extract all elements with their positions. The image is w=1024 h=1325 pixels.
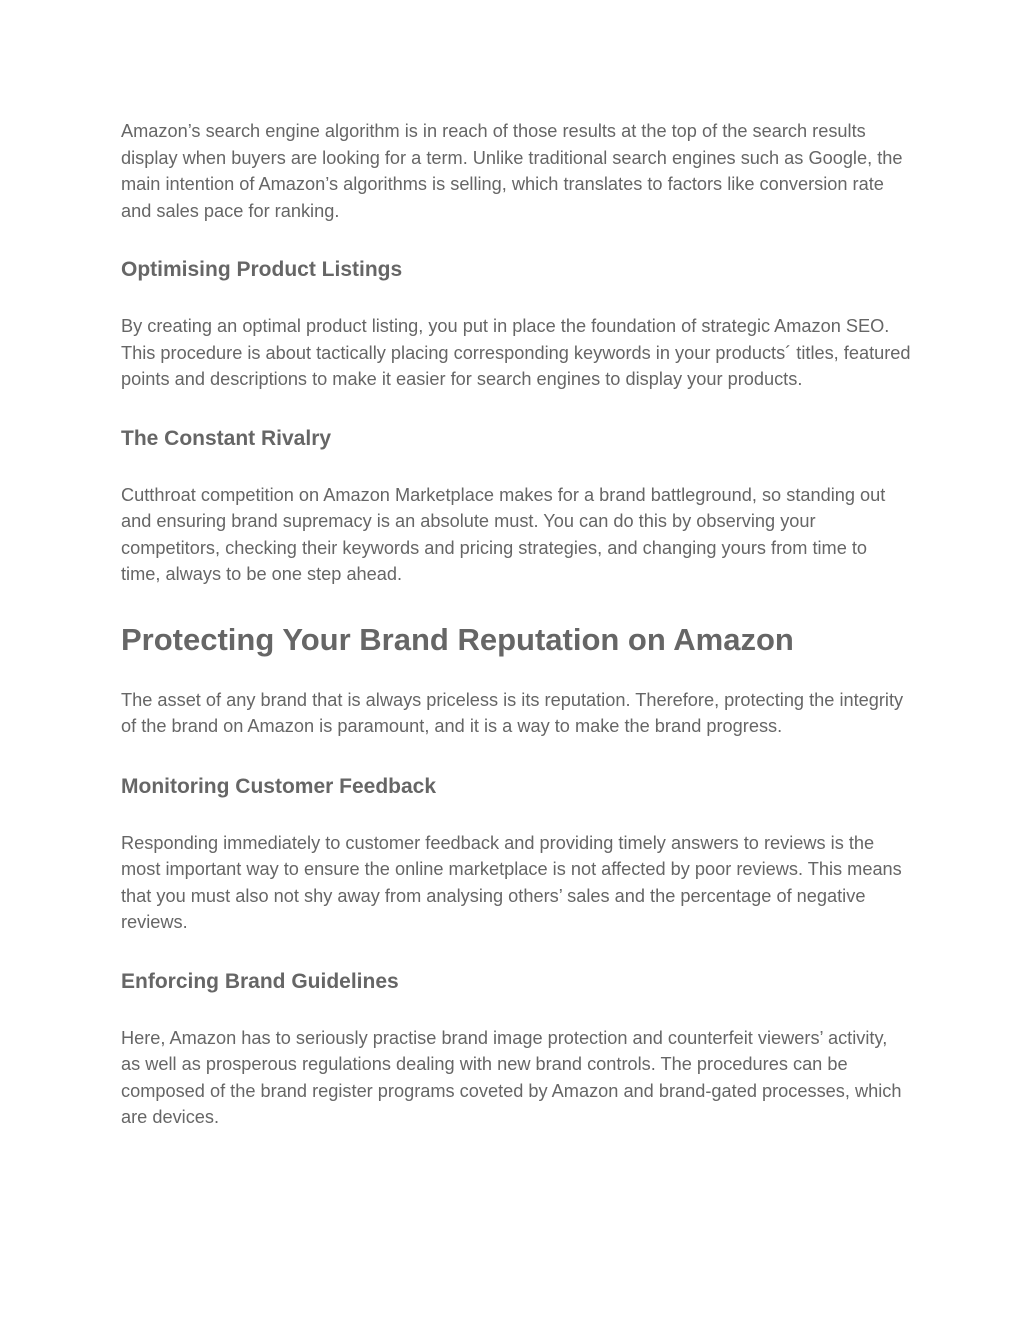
paragraph-optimising: By creating an optimal product listing, you put in place the foundation of strategic Amazon SEO. This procedure is about tactically placing corresponding keywords in your products´ titles, featured points and descriptions to make it easier for search engines to display your products. <box>121 316 911 389</box>
heading-constant-rivalry: The Constant Rivalry <box>121 426 332 450</box>
paragraph-monitoring: Responding immediately to customer feedback and providing timely answers to reviews is the most important way to ensure the online marketplace is not affected by poor reviews. This means that you must also not shy away from analysing others’ sales and the percentage of negative reviews. <box>121 832 902 932</box>
paragraph-rivalry: Cutthroat competition on Amazon Marketplace makes for a brand battleground, so standing out and ensuring brand supremacy is an absolute must. You can do this by observing your competitors, checking their keywords and pricing strategies, and changing yours from time to time, always to be one step ahead. <box>121 484 886 584</box>
paragraph-protecting: The asset of any brand that is always priceless is its reputation. Therefore, protecting the integrity of the brand on Amazon is paramount, and it is a way to make the brand progress. <box>121 689 904 736</box>
heading-protecting-brand-reputation: Protecting Your Brand Reputation on Amazon <box>121 621 794 657</box>
heading-optimising-product-listings: Optimising Product Listings <box>121 258 403 281</box>
heading-enforcing-brand-guidelines: Enforcing Brand Guidelines <box>121 969 399 993</box>
document-page <box>121 118 911 1131</box>
intro-paragraph: Amazon’s search engine algorithm is in reach of those results at the top of the search results display when buyers are looking for a term. Unlike traditional search engines such as Google, the main intention of Amazon’s algorithms is selling, which translates to factors like conversion rate and sales pace for ranking. <box>121 121 903 221</box>
paragraph-enforcing: Here, Amazon has to seriously practise brand image protection and counterfeit viewers’ activity, as well as prosperous regulations dealing with new brand controls. The procedures can be composed of the brand register programs coveted by Amazon and brand-gated processes, which are devices. <box>121 1027 902 1127</box>
heading-monitoring-customer-feedback: Monitoring Customer Feedback <box>121 774 437 798</box>
